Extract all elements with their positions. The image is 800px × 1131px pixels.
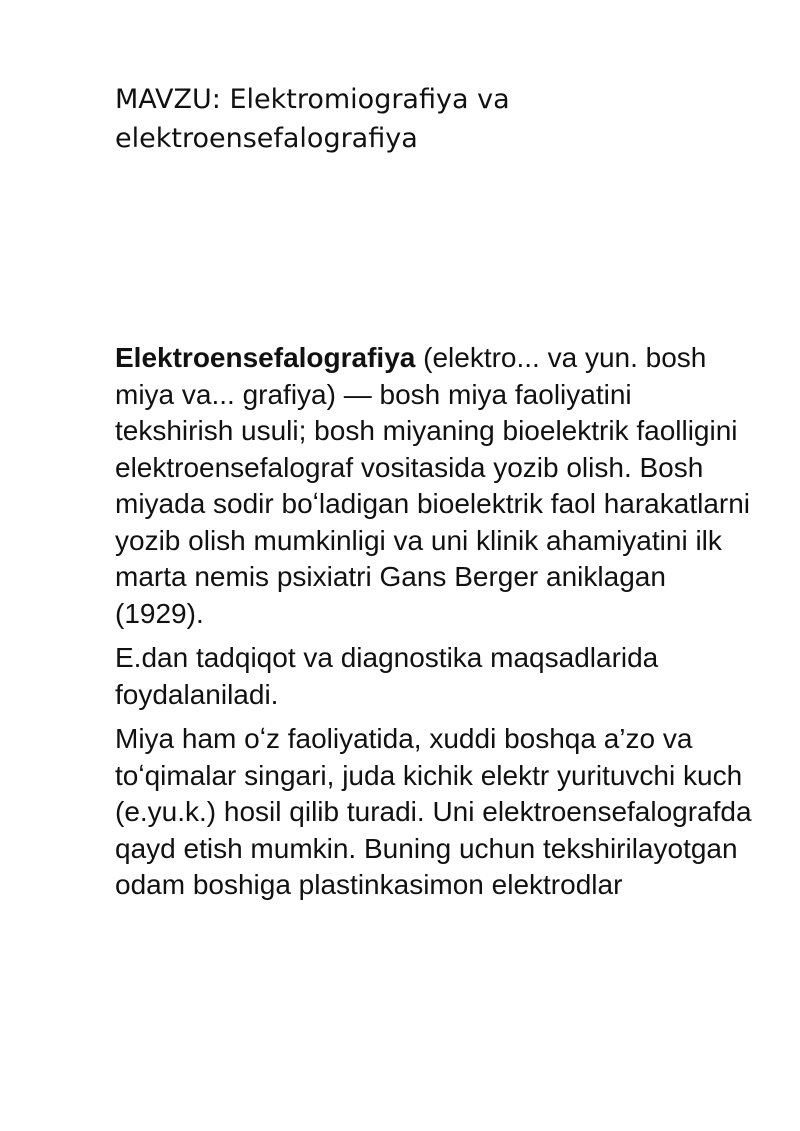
definition-text: (elektro... va yun. bosh miya va... grafiya) — bosh miya faoliyatini tekshirish usuli; bosh miyaning bioelektrik faolligini elektroensefalograf vositasida yozib olish. Bosh miyada sodir boʻladigan bioelektrik faol harakatlarni yozib olish mumkinligi va uni klinik ahamiyatini ilk marta nemis psixiatri Gans Berger aniklagan (1929). (115, 342, 751, 629)
defined-term: Elektroensefalografiya (115, 342, 416, 373)
paragraph-method: Miya ham oʻz faoliyatida, xuddi boshqa a’zo va toʻqimalar singari, juda kichik elektr yurituvchi kuch (e.yu.k.) hosil qilib turadi. Uni elektroensefalografda qayd etish mumkin. Buning uchun tekshirilayotgan odam boshiga plastinkasimon elektrodlar (115, 723, 752, 900)
paragraph-definition (115, 340, 755, 632)
document-title: MAVZU: Elektromiografiya va elektroensefalografiya (115, 84, 510, 154)
paragraph-usage: E.dan tadqiqot va diagnostika maqsadlarida foydalaniladi. (115, 642, 659, 710)
document-body (115, 340, 755, 912)
